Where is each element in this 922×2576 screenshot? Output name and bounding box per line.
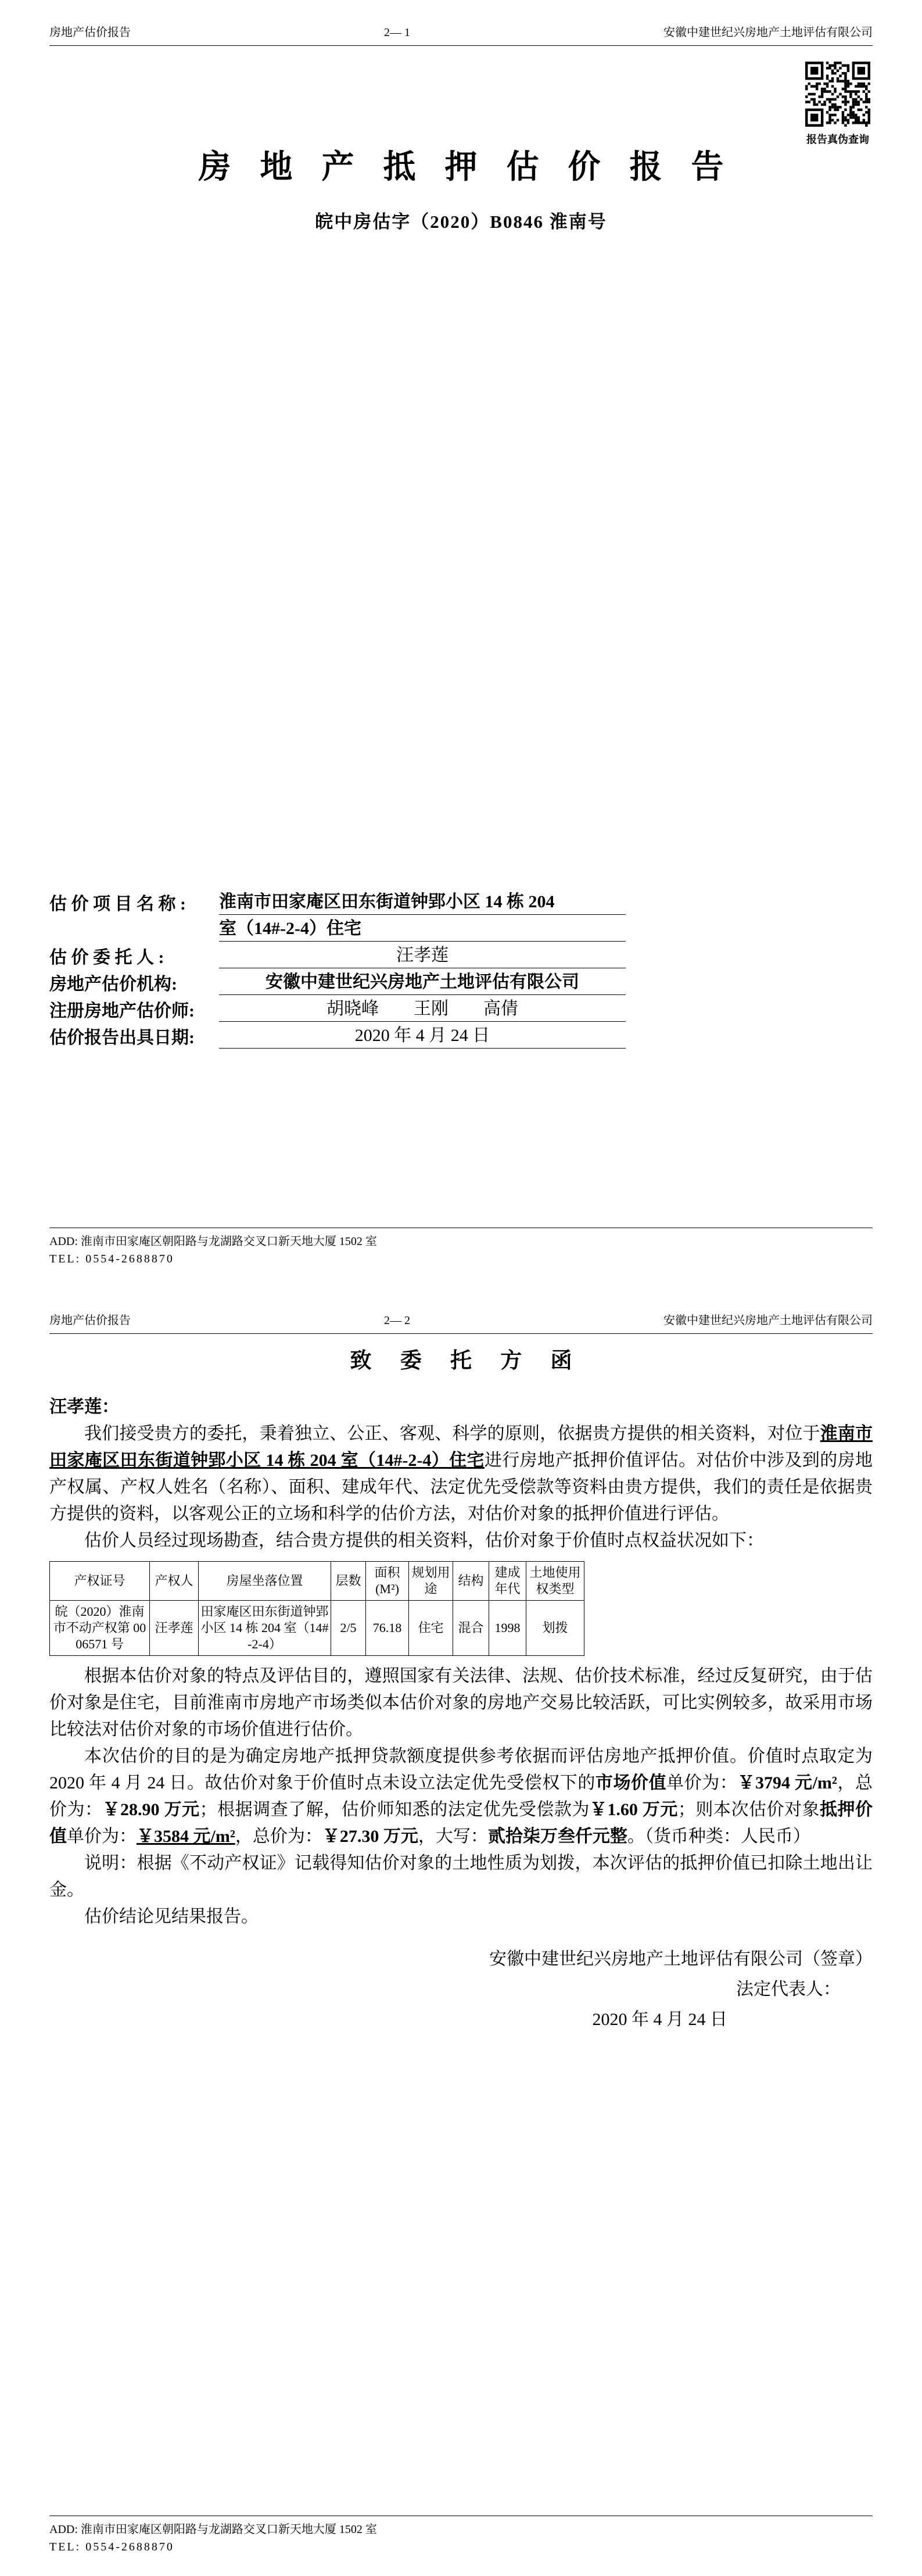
footer-address: ADD: 淮南市田家庵区朝阳路与龙湖路交叉口新天地大厦 1502 室 xyxy=(49,2523,377,2536)
header-page-number: 2— 2 xyxy=(384,1314,410,1327)
table-data-row xyxy=(50,1601,584,1656)
footer-phone: TEL: 0554-2688870 xyxy=(49,1253,174,1265)
col-header-structure: 结构 xyxy=(453,1562,489,1601)
header-company-name: 安徽中建世纪兴房地产土地评估有限公司 xyxy=(663,1314,873,1327)
agency-value: 安徽中建世纪兴房地产土地评估有限公司 xyxy=(219,967,626,995)
paragraph-conclusion: 估价结论见结果报告。 xyxy=(84,1907,259,1927)
page1-footer xyxy=(49,1228,873,1268)
valuation-text-6: 单价为： xyxy=(67,1827,137,1847)
intro-text-1: 我们接受贵方的委托，秉着独立、公正、客观、科学的原则，依据贵方提供的相关资料，对位于 xyxy=(84,1424,820,1444)
project-name-value-line1: 淮南市田家庵区田东街道钟郢小区 14 栋 204 xyxy=(219,887,626,915)
form-line-client xyxy=(49,942,873,968)
valuation-text-4: ；根据调查了解，估价师知悉的法定优先受偿款为 xyxy=(199,1800,590,1820)
cell-owner: 汪孝莲 xyxy=(150,1601,199,1656)
cell-land-type: 划拨 xyxy=(526,1601,584,1656)
cell-usage: 住宅 xyxy=(409,1601,453,1656)
col-header-area: 面积(M²) xyxy=(366,1562,409,1601)
appraisers-label: 注册房地产估价师: xyxy=(49,1001,195,1021)
valuation-text-7: ，总价为： xyxy=(235,1827,322,1847)
header-company-name: 安徽中建世纪兴房地产土地评估有限公司 xyxy=(663,26,873,39)
cell-structure: 混合 xyxy=(453,1601,489,1656)
market-unit-price: ￥3794 元/m² xyxy=(737,1773,837,1793)
cell-year: 1998 xyxy=(489,1601,526,1656)
col-header-location: 房屋坐落位置 xyxy=(199,1562,331,1601)
market-value-term: 市场价值 xyxy=(595,1773,667,1793)
cell-area: 76.18 xyxy=(366,1601,409,1656)
market-total-price: ￥28.90 万元 xyxy=(102,1800,200,1820)
paragraph-note: 说明：根据《不动产权证》记载得知估价对象的土地性质为划拨，本次评估的抵押价值已扣除土地出让金。 xyxy=(49,1854,873,1900)
col-header-land-type: 土地使用权类型 xyxy=(526,1562,584,1601)
header-doc-title: 房地产估价报告 xyxy=(49,1314,131,1327)
mortgage-unit-price: ￥3584 元/m² xyxy=(137,1827,235,1847)
qr-code-icon xyxy=(805,62,870,127)
client-value: 汪孝莲 xyxy=(219,940,626,968)
appraisers-value: 胡晓峰 王刚 高倩 xyxy=(219,994,626,1022)
priority-payment: ￥1.60 万元 xyxy=(589,1800,678,1820)
valuation-text-5: ；则本次估价对象 xyxy=(677,1800,820,1820)
letter-body xyxy=(49,1348,873,2035)
intro-text-2: 进行房地产抵押价值评估。对估价中涉及到的房地产权属、产权人姓名（名称）、面积、建成年代、法定优先受偿款等资料由贵方提供，我们的责任是依据贵方提供的资料，以客观公正的立场和科学的估价方法，对估价对象的抵押价值进行评估。 xyxy=(49,1451,873,1524)
footer-phone: TEL: 0554-2688870 xyxy=(49,2541,174,2553)
form-line-project xyxy=(49,888,873,915)
col-header-certificate: 产权证号 xyxy=(50,1562,150,1601)
mortgage-total-price: ￥27.30 万元 xyxy=(322,1827,418,1847)
cell-location: 田家庵区田东街道钟郢小区 14 栋 204 室（14#-2-4） xyxy=(199,1601,331,1656)
paragraph-intro xyxy=(49,1421,873,1527)
mortgage-value-term: 抵押价值 xyxy=(49,1800,873,1847)
letter-salutation: 汪孝莲： xyxy=(49,1397,119,1417)
col-header-owner: 产权人 xyxy=(150,1562,199,1601)
page2-header xyxy=(49,1314,873,1334)
valuation-text-3: ，总价为： xyxy=(49,1773,873,1820)
report-doc-number: 皖中房估字（2020）B0846 淮南号 xyxy=(315,212,607,232)
paragraph-method: 根据本估价对象的特点及评估目的，遵照国家有关法律、法规、估价技术标准，经过反复研究，由于估价对象是住宅，目前淮南市房地产市场类似本估价对象的房地产交易比较活跃，可比实例较多，故采用市场比较法对估价对象的市场价值进行估价。 xyxy=(49,1666,873,1740)
paragraph-survey: 估价人员经过现场勘查，结合贵方提供的相关资料，估价对象于价值时点权益状况如下： xyxy=(84,1531,764,1551)
letter-title: 致 委 托 方 函 xyxy=(350,1349,584,1373)
mortgage-total-capitalized: 贰拾柒万叁仟元整 xyxy=(487,1827,627,1847)
signature-date: 2020 年 4 月 24 日 xyxy=(592,2010,727,2030)
project-name-label: 估 价 项 目 名 称 : xyxy=(49,895,186,914)
report-title: 房 地 产 抵 押 估 价 报 告 xyxy=(198,149,734,185)
letter-page xyxy=(0,1288,922,2576)
footer-address: ADD: 淮南市田家庵区朝阳路与龙湖路交叉口新天地大厦 1502 室 xyxy=(49,1235,377,1248)
paragraph-valuation xyxy=(49,1743,873,1850)
cell-floor: 2/5 xyxy=(331,1601,366,1656)
report-date-value: 2020 年 4 月 24 日 xyxy=(219,1021,626,1049)
valuation-text-1: 本次估价的目的是为确定房地产抵押贷款额度提供参考依据而评估房地产抵押价值。价值时点取定为 2020 年 4 月 24 日。故估价对象于价值时点未设立法定优先受偿权下的 xyxy=(49,1747,873,1793)
col-header-usage: 规划用途 xyxy=(409,1562,453,1601)
page1-header xyxy=(49,26,873,46)
header-doc-title: 房地产估价报告 xyxy=(49,26,131,39)
form-line-agency xyxy=(49,968,873,995)
qr-caption: 报告真伪查询 xyxy=(806,134,869,145)
form-line-project-cont xyxy=(49,915,873,942)
cell-certificate: 皖（2020）淮南市不动产权第 0006571 号 xyxy=(50,1601,150,1656)
project-name-value-line2: 室（14#-2-4）住宅 xyxy=(219,914,626,942)
form-line-report-date xyxy=(49,1022,873,1049)
qr-verification-block xyxy=(803,62,873,146)
report-date-label: 估价报告出具日期: xyxy=(49,1028,195,1047)
signature-legal-rep: 法定代表人： xyxy=(736,1980,841,1999)
agency-label: 房地产估价机构: xyxy=(49,975,177,994)
header-page-number: 2— 1 xyxy=(384,26,410,39)
client-label: 估 价 委 托 人 : xyxy=(49,948,164,967)
valuation-text-9: 。（货币种类：人民币） xyxy=(627,1827,810,1847)
cover-form xyxy=(49,888,873,1049)
valuation-text-2: 单价为： xyxy=(666,1773,738,1793)
col-header-floor: 层数 xyxy=(331,1562,366,1601)
valuation-text-8: ，大写： xyxy=(418,1827,488,1847)
signature-block xyxy=(49,1944,873,2035)
property-rights-table xyxy=(49,1561,584,1656)
col-header-year: 建成年代 xyxy=(489,1562,526,1601)
page2-footer xyxy=(49,2516,873,2556)
intro-property-name: 淮南市田家庵区田东街道钟郢小区 14 栋 204 室（14#-2-4）住宅 xyxy=(49,1424,873,1471)
table-header-row xyxy=(50,1562,584,1601)
signature-company: 安徽中建世纪兴房地产土地评估有限公司（签章） xyxy=(489,1949,873,1969)
form-line-appraisers xyxy=(49,995,873,1022)
